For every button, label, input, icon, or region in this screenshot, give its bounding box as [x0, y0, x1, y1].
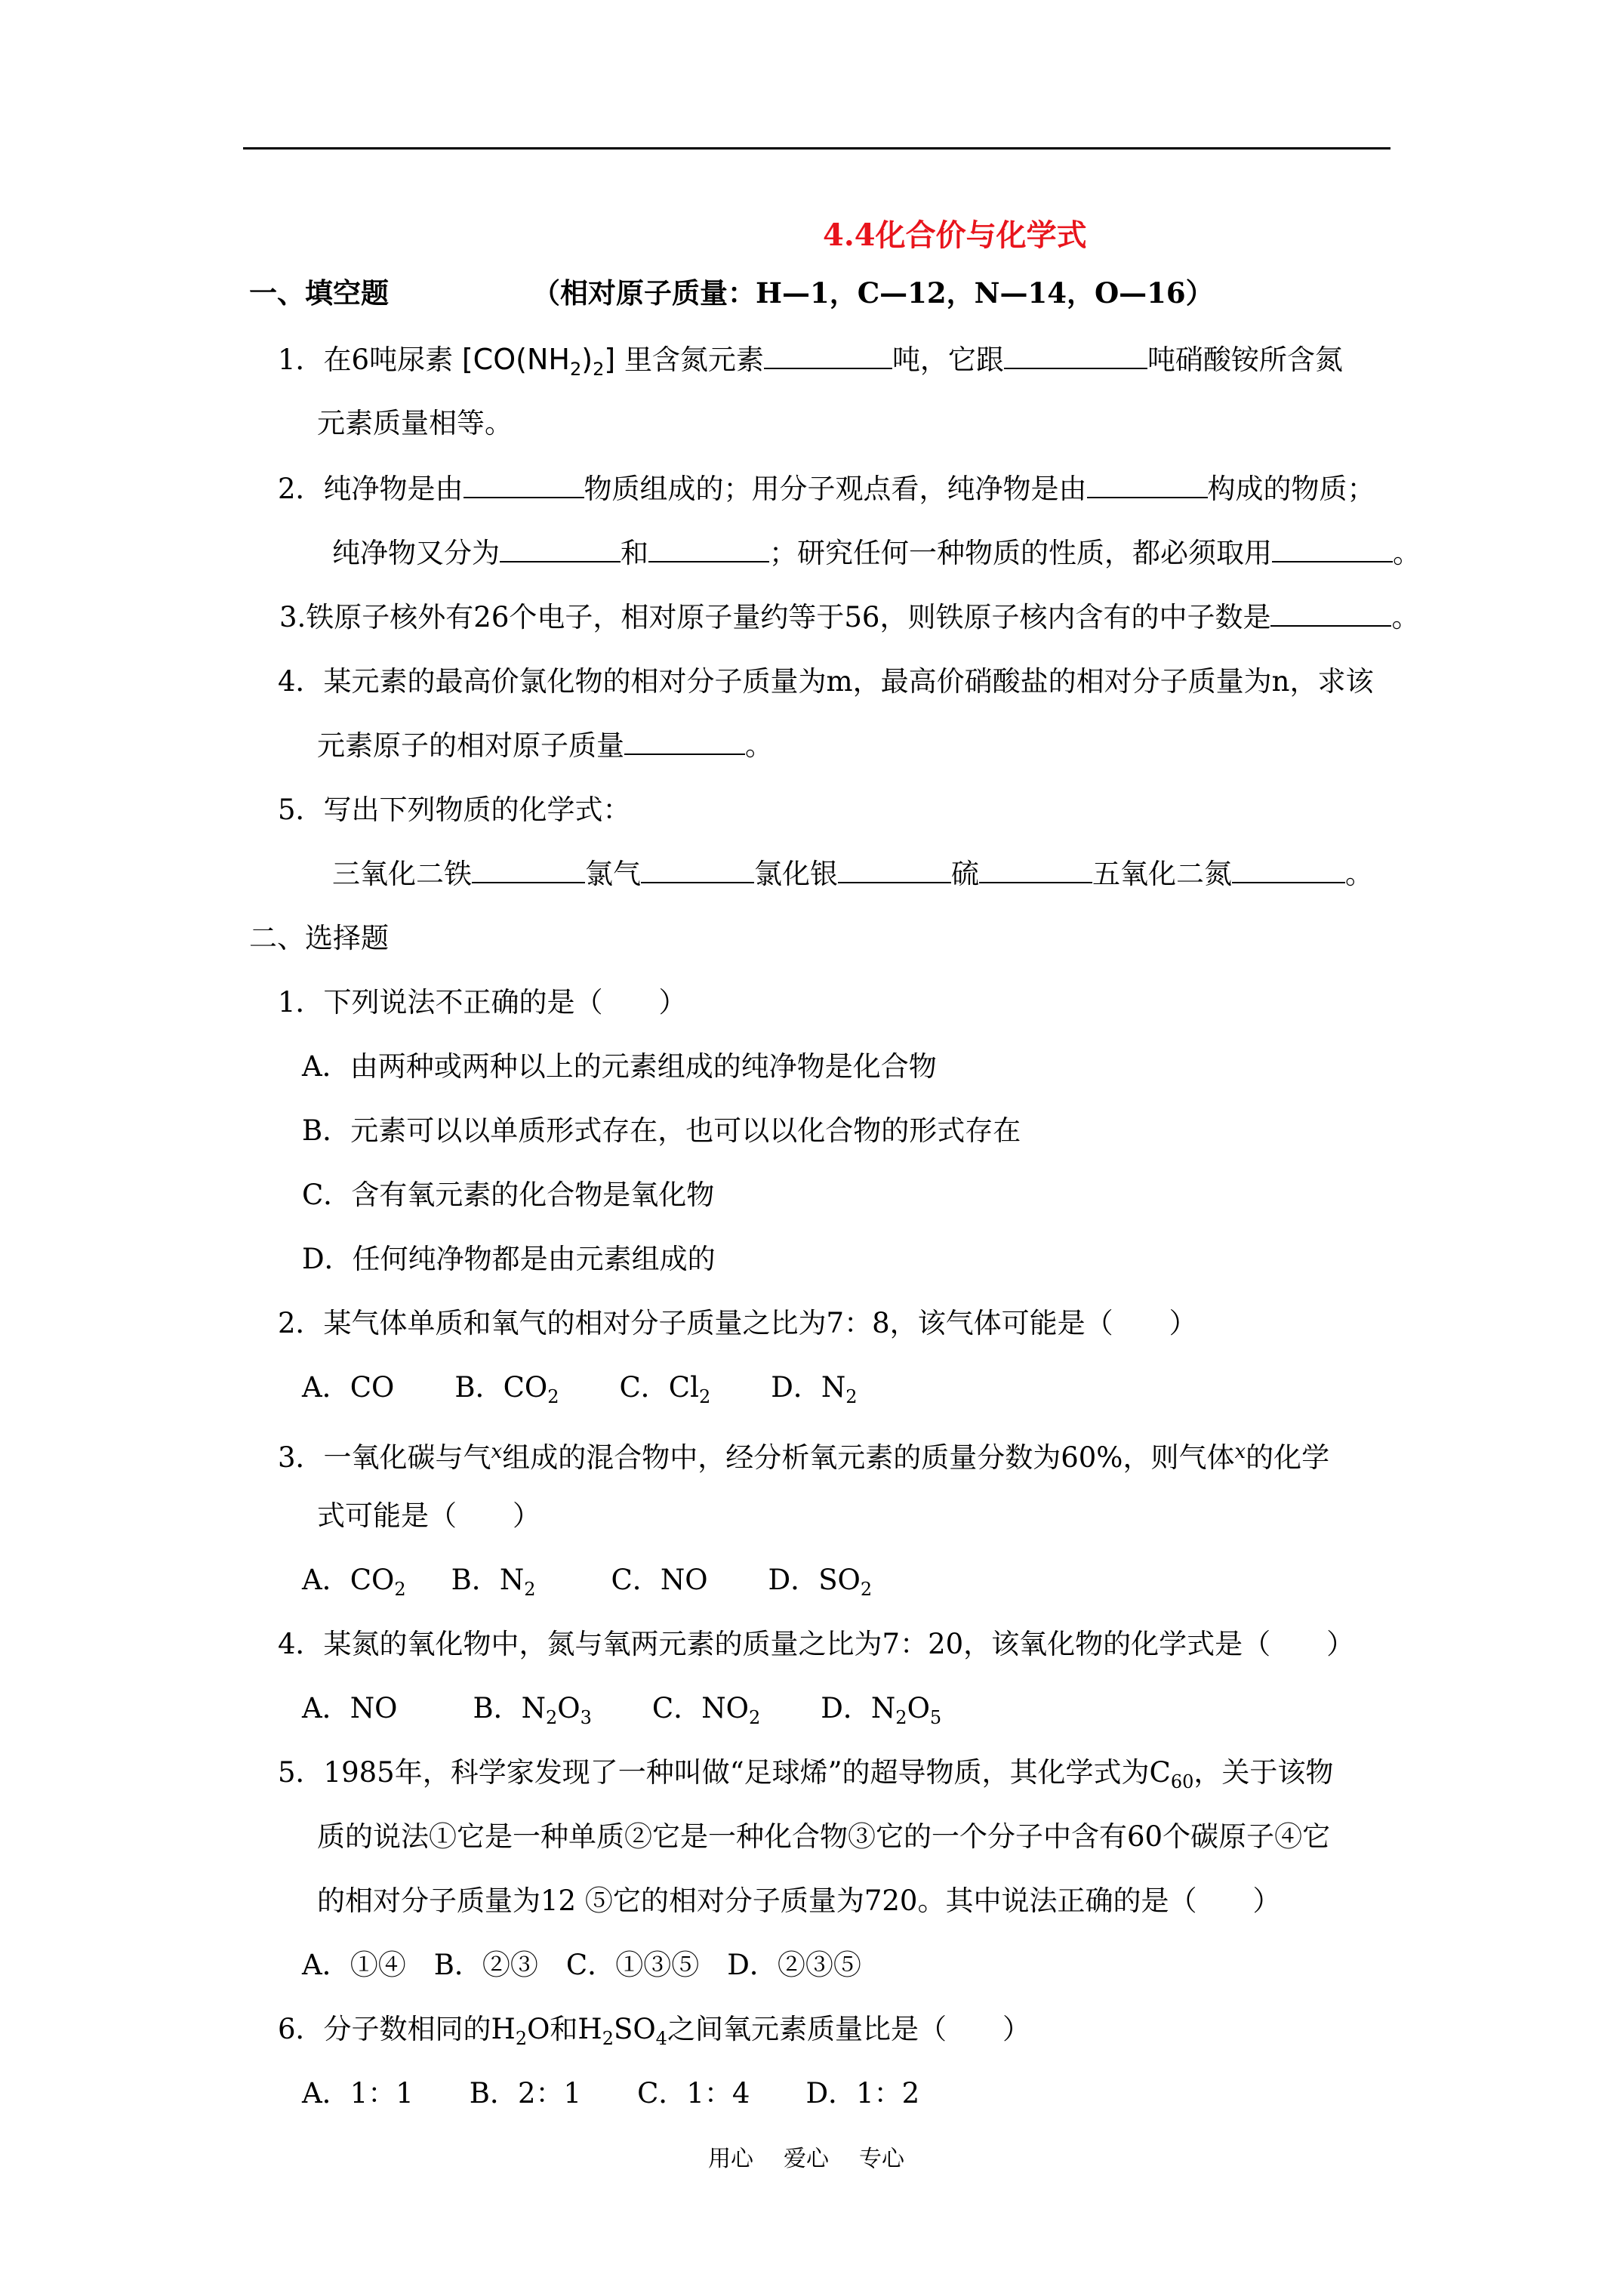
answer-blank[interactable]: [1232, 859, 1345, 883]
page-footer: [708, 2144, 935, 2174]
answer-blank[interactable]: [1004, 345, 1147, 369]
choice-q2-stem: 2．某气体单质和氧气的相对分子质量之比为7：8，该气体可能是（ ）: [278, 1307, 1197, 1339]
answer-blank[interactable]: [838, 859, 951, 883]
fill-q5-line1: 5．写出下列物质的化学式：: [278, 794, 631, 826]
answer-blank[interactable]: [1087, 474, 1208, 498]
choice-q1-option-d: D．任何纯净物都是由元素组成的: [302, 1243, 716, 1275]
header-rule: [243, 147, 1390, 149]
choice-q3-line2: 式可能是（ ）: [317, 1499, 540, 1532]
fill-q4-line1: 4．某元素的最高价氯化物的相对分子质量为m，最高价硝酸盐的相对分子质量为n，求该: [278, 665, 1374, 698]
heading-text: 一、填空题: [249, 276, 389, 310]
footer-text: 爱心: [784, 2146, 829, 2172]
page-title: 4.4化合价与化学式: [823, 217, 1087, 253]
fill-q1-line1: 1．在6吨尿素 $[CO(NH_2)_2]$ 里含氮元素 吨，它跟 吨硝酸铵所含氮: [278, 343, 1343, 380]
answer-blank[interactable]: [1272, 538, 1393, 562]
atomic-mass-note: （相对原子质量：H—1，C—12，N—14，O—16）: [532, 276, 1214, 310]
fill-q5-line2: 三氧化二铁 氯气 氯化银 硫 五氧化二氮 。: [332, 858, 1373, 890]
answer-blank[interactable]: [500, 538, 621, 562]
answer-blank[interactable]: [472, 859, 585, 883]
choice-q4-stem: 4．某氮的氧化物中，氮与氧两元素的质量之比为7：20，该氧化物的化学式是（ ）: [278, 1628, 1355, 1660]
fill-q3: 3.铁原子核外有26个电子，相对原子量约等于56，则铁原子核内含有的中子数是 。: [279, 601, 1420, 633]
choice-q3-line1: 3．一氧化碳与气$^x$组成的混合物中，经分析氧元素的质量分数为60%，则气体$^x$的化学: [278, 1441, 1330, 1474]
answer-blank[interactable]: [641, 859, 754, 883]
answer-blank[interactable]: [764, 345, 892, 369]
answer-blank[interactable]: [979, 859, 1092, 883]
choice-q1-option-c: C．含有氧元素的化合物是氧化物: [302, 1179, 715, 1211]
urea-formula: $[CO(NH_2)_2]$: [461, 343, 616, 380]
choice-q5-options: A．①④ B．②③ C．①③⑤ D．②③⑤: [302, 1949, 861, 1981]
variable-x: x: [1234, 1441, 1246, 1463]
choice-q1-option-a: A．由两种或两种以上的元素组成的纯净物是化合物: [302, 1050, 937, 1083]
section-heading-choice: 二、选择题: [249, 922, 389, 954]
fill-q2-line2: 纯净物又分为 和 ；研究任何一种物质的性质，都必须取用 。: [332, 537, 1421, 569]
variable-x: x: [491, 1441, 503, 1463]
section-heading-fill: [249, 276, 1214, 310]
choice-q5-line1: 5．1985年，科学家发现了一种叫做“足球烯”的超导物质，其化学式为$C_{60}$，关于该物: [278, 1756, 1334, 1792]
footer-text: 专心: [859, 2146, 904, 2172]
choice-q3-options: A．$CO_2$ B．$N_2$ C．NO D．$SO_2$: [302, 1564, 873, 1600]
choice-q6-stem: 6．分子数相同的$H_2O$和$H_2SO_4$之间氧元素质量比是（ ）: [278, 2013, 1030, 2049]
answer-blank[interactable]: [648, 538, 769, 562]
fill-q2-line1: 2．纯净物是由 物质组成的；用分子观点看，纯净物是由 构成的物质；: [278, 473, 1375, 505]
fill-q4-line2: 元素原子的相对原子质量 。: [317, 729, 773, 762]
answer-blank[interactable]: [463, 474, 584, 498]
choice-q5-line3: 的相对分子质量为12 ⑤它的相对分子质量为720。其中说法正确的是（ ）: [317, 1885, 1281, 1917]
answer-blank[interactable]: [1270, 603, 1391, 627]
choice-q2-options: A．CO B．$CO_2$ C．$Cl_2$ D．$N_2$: [302, 1371, 858, 1407]
choice-q6-options: A．1：1 B．2：1 C．1：4 D．1：2: [302, 2077, 920, 2110]
choice-q1-option-b: B．元素可以以单质形式存在，也可以以化合物的形式存在: [302, 1114, 1021, 1147]
choice-q4-options: A．NO B．$N_2O_3$ C．$NO_2$ D．$N_2O_5$: [302, 1692, 942, 1728]
choice-q5-line2: 质的说法①它是一种单质②它是一种化合物③它的一个分子中含有60个碳原子④它: [317, 1820, 1331, 1853]
fill-q1-line2: 元素质量相等。: [317, 407, 513, 439]
answer-blank[interactable]: [624, 731, 745, 755]
choice-q1-stem: 1．下列说法不正确的是（ ）: [278, 986, 687, 1019]
footer-text: 用心: [708, 2146, 753, 2172]
